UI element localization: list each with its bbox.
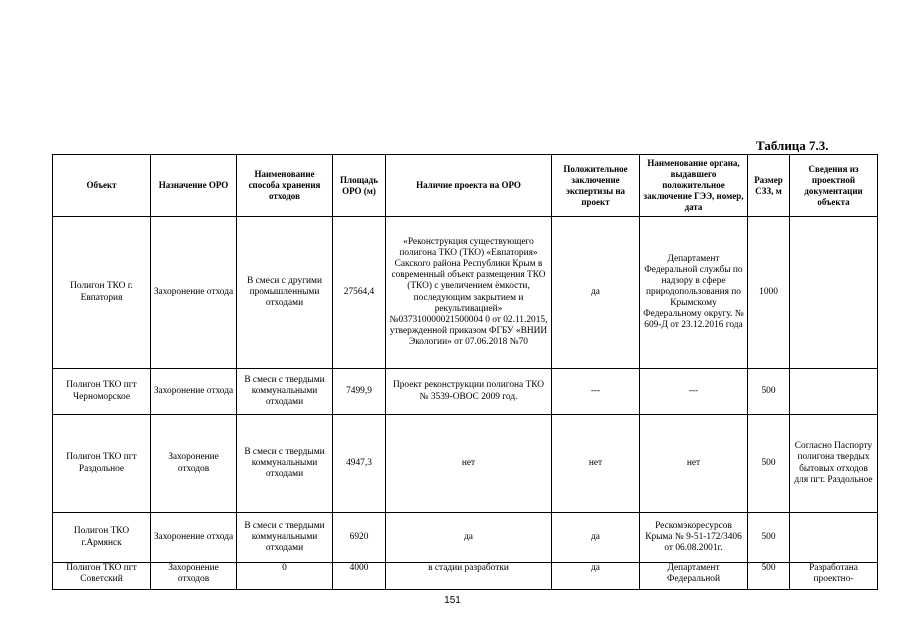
table-cell: Полигон ТКО пгт Советский <box>53 563 151 590</box>
table-cell: 500 <box>748 415 790 513</box>
table-cell: Согласно Паспорту полигона твердых бытовых отходов для пгт. Раздольное <box>790 415 878 513</box>
table-cell: 7499,9 <box>333 369 386 415</box>
table-cell: нет <box>386 415 552 513</box>
table-cell: Полигон ТКО г. Евпатория <box>53 217 151 369</box>
table-cell: да <box>552 513 640 563</box>
table-row <box>53 369 878 415</box>
table-cell: Разработана проектно- <box>790 563 878 590</box>
header-cell: Назначение ОРО <box>151 155 237 217</box>
table-row <box>53 513 878 563</box>
table-cell: 4000 <box>333 563 386 590</box>
table-cell: 27564,4 <box>333 217 386 369</box>
table-cell <box>790 513 878 563</box>
table-cell: В смеси с другими промышленными отходами <box>237 217 333 369</box>
table-cell: Захоронение отходов <box>151 563 237 590</box>
table-row <box>53 217 878 369</box>
table-cell: нет <box>552 415 640 513</box>
table-cell: Проект реконструкции полигона ТКО № 3539-ОВОС 2009 год. <box>386 369 552 415</box>
table-cell: в стадии разработки <box>386 563 552 590</box>
header-cell: Наличие проекта на ОРО <box>386 155 552 217</box>
table-cell: Захоронение отхода <box>151 513 237 563</box>
header-cell: Сведения из проектной документации объекта <box>790 155 878 217</box>
table-cell: да <box>552 563 640 590</box>
table-cell: В смеси с твердыми коммунальными отходами <box>237 369 333 415</box>
table-cell: да <box>386 513 552 563</box>
table-cell: 500 <box>748 369 790 415</box>
registry-table <box>52 154 878 590</box>
table-cell: Рескомэкоресурсов Крыма № 9-51-172/3406 от 06.08.2001г. <box>640 513 748 563</box>
table-cell: Департамент Федеральной службы по надзору в сфере природопользования по Крымскому Федеральному округу. № 609-Д от 23.12.2016 года <box>640 217 748 369</box>
table-caption: Таблица 7.3. <box>756 138 829 153</box>
table-cell: 6920 <box>333 513 386 563</box>
header-cell: Положительное заключение экспертизы на проект <box>552 155 640 217</box>
table-cell: --- <box>552 369 640 415</box>
table-row <box>53 415 878 513</box>
table-cell: 500 <box>748 513 790 563</box>
table-cell: Захоронение отхода <box>151 369 237 415</box>
table-cell: Департамент Федеральной <box>640 563 748 590</box>
table-cell <box>790 369 878 415</box>
table-cell: «Реконструкция существующего полигона ТКО (ТКО) «Евпатория» Сакского района Республики Крым в современный объект размещения ТКО (ТКО) с увеличением ёмкости, последующим закрытием и рекультивацией» №037310000021500004 0 от 02.11.2015, утвержденной приказом ФГБУ «ВНИИ Экологии» от 07.06.2018 №70 <box>386 217 552 369</box>
table-cell: 1000 <box>748 217 790 369</box>
page-number: 151 <box>444 595 461 606</box>
header-cell: Площадь ОРО (м) <box>333 155 386 217</box>
table-cell: В смеси с твердыми коммунальными отходами <box>237 415 333 513</box>
table-cell: 4947,3 <box>333 415 386 513</box>
table-row <box>53 563 878 590</box>
table-cell: Захоронение отхода <box>151 217 237 369</box>
table-cell: 500 <box>748 563 790 590</box>
header-cell: Объект <box>53 155 151 217</box>
header-cell: Наименование органа, выдавшего положительное заключение ГЭЭ, номер, дата <box>640 155 748 217</box>
header-cell: Размер СЗЗ, м <box>748 155 790 217</box>
table-cell: В смеси с твердыми коммунальными отходами <box>237 513 333 563</box>
table-cell: Полигон ТКО пгт Черноморское <box>53 369 151 415</box>
table-cell: --- <box>640 369 748 415</box>
table-cell: Захоронение отходов <box>151 415 237 513</box>
table-cell <box>790 217 878 369</box>
table-cell: Полигон ТКО г.Армянск <box>53 513 151 563</box>
table-cell: 0 <box>237 563 333 590</box>
table-cell: да <box>552 217 640 369</box>
table-cell: нет <box>640 415 748 513</box>
table-header-row <box>53 155 878 217</box>
header-cell: Наименование способа хранения отходов <box>237 155 333 217</box>
table-cell: Полигон ТКО пгт Раздольное <box>53 415 151 513</box>
